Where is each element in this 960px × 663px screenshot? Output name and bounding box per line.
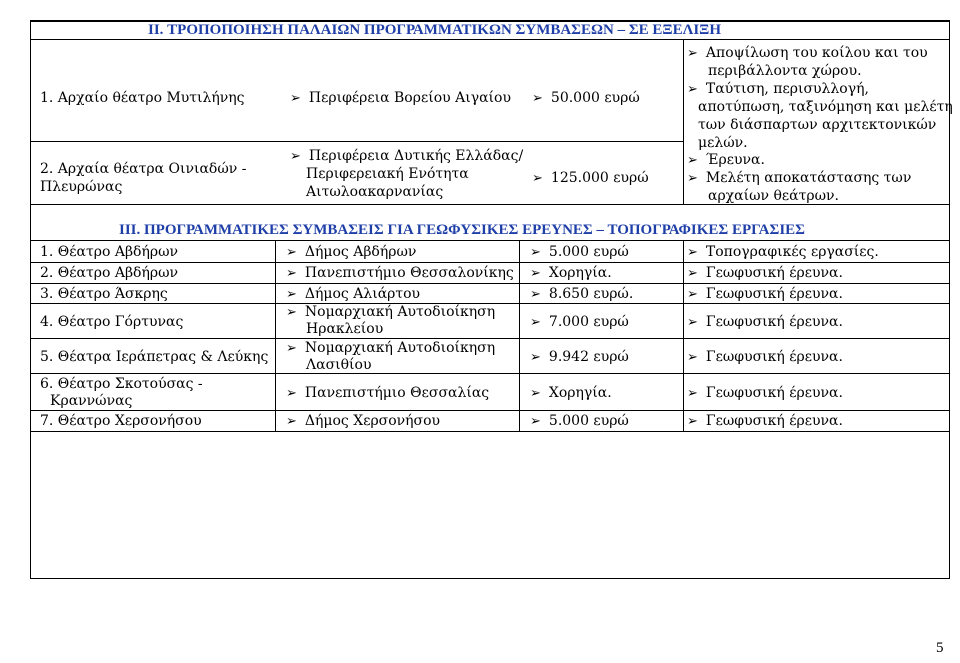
bullet-icon: ➢ [530,287,541,302]
s3-row6-site-line: Κραννώνας [50,393,133,409]
bullet-icon: ➢ [687,414,698,429]
s3-row3-amount: ➢ 8.650 ευρώ. [530,286,634,302]
bullet-icon: ➢ [687,245,698,260]
s3-row4-authority-line: Ηρακλείου [306,321,384,337]
page-number: 5 [936,640,944,656]
bullet-icon: ➢ [286,305,297,320]
s2-row2-work-line: ➢ Έρευνα. [687,152,765,168]
s3-row6-amount: ➢ Χορηγία. [530,385,612,401]
s2-row2-authority-line: Περιφερειακή Ενότητα [306,166,469,182]
s3-row7-amount: ➢ 5.000 ευρώ [530,413,629,429]
s3-row3-work: ➢ Γεωφυσική έρευνα. [687,286,843,302]
section-3-title: ΙΙΙ. ΠΡΟΓΡΑΜΜΑΤΙΚΕΣ ΣΥΜΒΑΣΕΙΣ ΓΙΑ ΓΕΩΦΥΣΙΚΕΣ ΕΡΕΥΝΕΣ – ΤΟΠΟΓΡΑΦΙΚΕΣ ΕΡΓΑΣΙΕΣ [119,222,805,238]
s2-row1-work-line: μελών. [698,135,748,151]
s3-row-divider [30,373,950,374]
bullet-icon: ➢ [530,414,541,429]
s3-row1-authority: ➢ Δήμος Αβδήρων [286,244,417,260]
s3-row5-site: 5. Θέατρα Ιεράπετρας & Λεύκης [40,349,269,365]
s3-row2-authority: ➢ Πανεπιστήμιο Θεσσαλονίκης [286,265,514,281]
bullet-icon: ➢ [687,153,698,168]
s3-row-divider [30,338,950,339]
s3-row7-authority: ➢ Δήμος Χερσονήσου [286,413,441,429]
s3-row1-site: 1. Θέατρο Αβδήρων [40,244,179,260]
bullet-icon: ➢ [687,350,698,365]
s3-row4-work: ➢ Γεωφυσική έρευνα. [687,314,843,330]
s3-row4-site: 4. Θέατρο Γόρτυνας [40,314,184,330]
bullet-icon: ➢ [286,266,297,281]
s3-row4-authority-line: ➢ Νομαρχιακή Αυτοδιοίκηση [286,304,496,320]
table-bottom-border [30,578,950,579]
s2-row1-work-line: των διάσπαρτων αρχιτεκτονικών [698,117,937,133]
s3-row5-authority-line: ➢ Νομαρχιακή Αυτοδιοίκηση [286,340,496,356]
s3-row5-amount: ➢ 9.942 ευρώ [530,349,629,365]
section-2-title-divider [30,39,950,40]
bullet-icon: ➢ [687,386,698,401]
bullet-icon: ➢ [286,245,297,260]
s3-row6-authority: ➢ Πανεπιστήμιο Θεσσαλίας [286,385,490,401]
s2-row2-work-line: αρχαίων θεάτρων. [708,188,839,204]
s3-row3-site: 3. Θέατρο Άσκρης [40,286,168,302]
section-3-title-divider [30,240,950,241]
s3-column-divider [683,240,684,431]
bullet-icon: ➢ [286,287,297,302]
s2-row1-work-line: ➢ Αποψίλωση του κοίλου και του [687,45,928,61]
bullet-icon: ➢ [687,287,698,302]
bullet-icon: ➢ [530,315,541,330]
s2-row2-work-line: ➢ Μελέτη αποκατάστασης των [687,170,912,186]
bullet-icon: ➢ [687,266,698,281]
s3-row-divider [30,431,950,432]
table-left-border [30,20,31,579]
s3-row5-authority-line: Λασιθίου [306,357,372,373]
s2-row1-site: 1. Αρχαίο θέατρο Μυτιλήνης [40,90,245,106]
s3-row-divider [30,262,950,263]
section-2-title: II. ΤΡΟΠΟΠΟΙΗΣΗ ΠΑΛΑΙΩΝ ΠΡΟΓΡΑΜΜΑΤΙΚΩΝ ΣΥΜΒΑΣΕΩΝ – ΣΕ ΕΞΕΛΙΞΗ [148,22,721,38]
bullet-icon: ➢ [532,171,543,186]
bullet-icon: ➢ [687,315,698,330]
s2-row1-authority: ➢ Περιφέρεια Βορείου Αιγαίου [290,90,511,106]
s2-row2-authority-line: Αιτωλοακαρνανίας [306,184,444,200]
s2-row1-work-line: αποτύπωση, ταξινόμηση και μελέτη [698,99,953,115]
bullet-icon: ➢ [530,245,541,260]
bullet-icon: ➢ [286,341,297,356]
s2-row2-site-line: Πλευρώνας [40,179,123,195]
s3-row3-authority: ➢ Δήμος Αλιάρτου [286,286,421,302]
s3-row6-site-line: 6. Θέατρο Σκοτούσας - [40,376,203,392]
bullet-icon: ➢ [286,414,297,429]
s2-column-divider [683,39,684,204]
s3-row2-site: 2. Θέατρο Αβδήρων [40,265,179,281]
s3-row5-work: ➢ Γεωφυσική έρευνα. [687,349,843,365]
bullet-icon: ➢ [530,350,541,365]
bullet-icon: ➢ [687,46,698,61]
bullet-icon: ➢ [290,91,301,106]
s3-row4-amount: ➢ 7.000 ευρώ [530,314,629,330]
s2-row1-divider-left [30,141,683,142]
s3-row1-work: ➢ Τοπογραφικές εργασίες. [687,244,879,260]
s2-row1-work-line: ➢ Ταύτιση, περισυλλογή, [687,81,869,97]
s3-row7-work: ➢ Γεωφυσική έρευνα. [687,413,843,429]
s3-row6-work: ➢ Γεωφυσική έρευνα. [687,385,843,401]
s2-row2-amount: ➢ 125.000 ευρώ [532,170,649,186]
s3-row2-amount: ➢ Χορηγία. [530,265,612,281]
s2-row1-work-line: περιβάλλοντα χώρου. [708,63,862,79]
s3-row1-amount: ➢ 5.000 ευρώ [530,244,629,260]
s3-column-divider [519,240,520,431]
bullet-icon: ➢ [532,91,543,106]
bullet-icon: ➢ [530,386,541,401]
s2-row2-authority-line: ➢ Περιφέρεια Δυτικής Ελλάδας/ [290,148,524,164]
s2-row2-site-line: 2. Αρχαία θέατρα Οινιαδών - [40,161,247,177]
bullet-icon: ➢ [687,171,698,186]
s2-row1-amount: ➢ 50.000 ευρώ [532,90,640,106]
bullet-icon: ➢ [687,82,698,97]
bullet-icon: ➢ [286,386,297,401]
bullet-icon: ➢ [290,149,301,164]
s3-row7-site: 7. Θέατρο Χερσονήσου [40,413,202,429]
bullet-icon: ➢ [530,266,541,281]
s3-row2-work: ➢ Γεωφυσική έρευνα. [687,265,843,281]
s3-row-divider [30,410,950,411]
s3-column-divider [275,240,276,431]
s3-row-divider [30,283,950,284]
